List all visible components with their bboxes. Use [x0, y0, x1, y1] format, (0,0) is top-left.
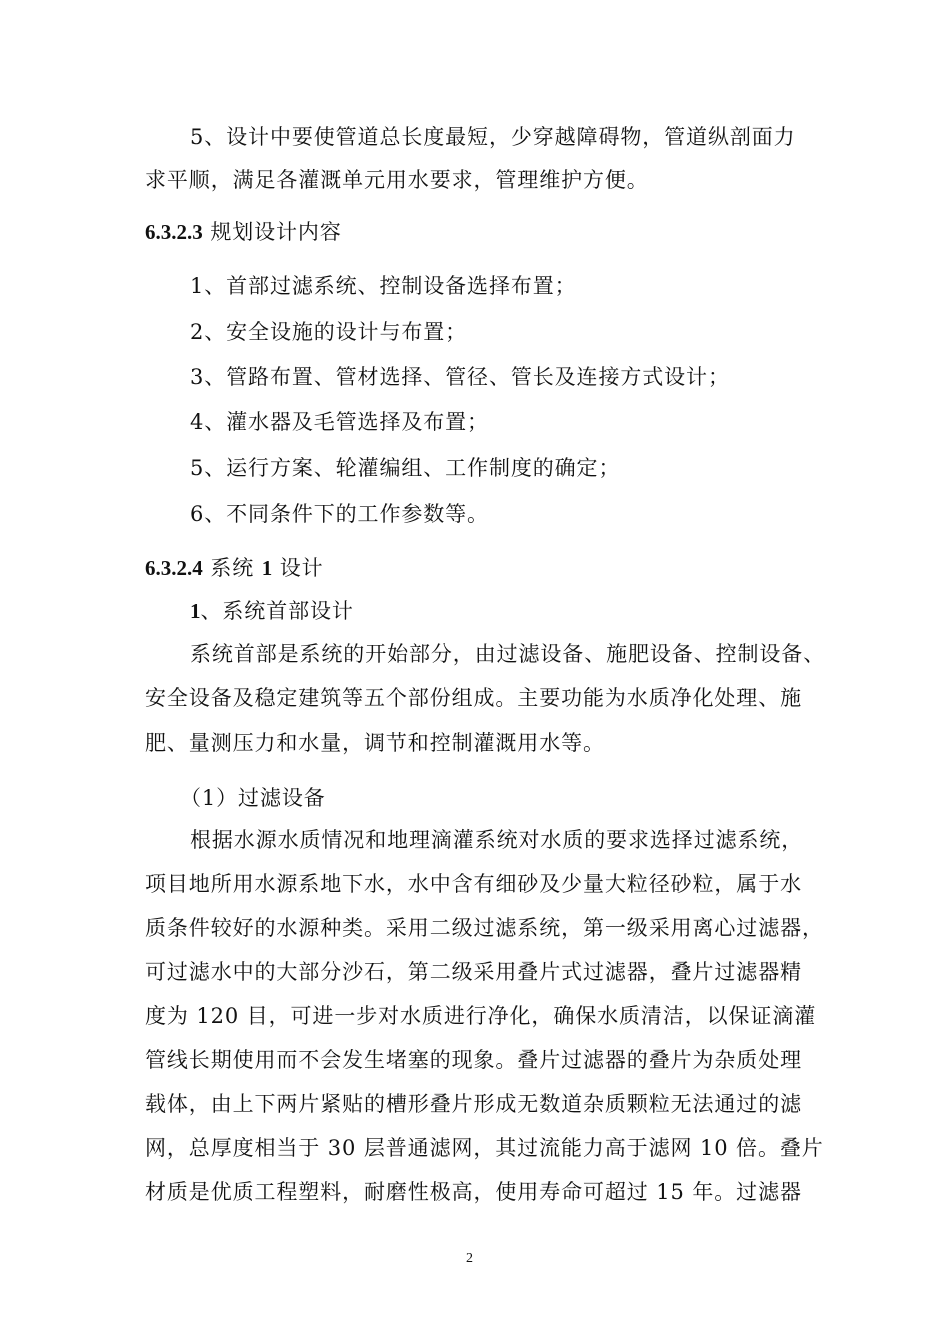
list-item: 1、首部过滤系统、控制设备选择布置；: [190, 274, 577, 298]
section-title-num: 1: [261, 556, 273, 580]
list-item: 6、不同条件下的工作参数等。: [190, 502, 489, 526]
paragraph-line: 求平顺，满足各灌溉单元用水要求，管理维护方便。: [145, 168, 649, 192]
section-heading-6323: [145, 218, 342, 246]
paragraph-line: 管线长期使用而不会发生堵塞的现象。叠片过滤器的叠片为杂质处理: [145, 1048, 802, 1072]
paragraph-line: 项目地所用水源系地下水，水中含有细砂及少量大粒径砂粒，属于水: [145, 872, 802, 896]
paragraph-line: 载体，由上下两片紧贴的槽形叠片形成无数道杂质颗粒无法通过的滤: [145, 1092, 802, 1116]
paragraph-line: 5、设计中要使管道总长度最短，少穿越障碍物，管道纵剖面力: [190, 125, 796, 149]
list-item: 5、运行方案、轮灌编组、工作制度的确定；: [190, 456, 621, 480]
list-item: 2、安全设施的设计与布置；: [190, 320, 468, 344]
paragraph-line: 安全设备及稳定建筑等五个部份组成。主要功能为水质净化处理、施: [145, 686, 802, 710]
paragraph-line: 可过滤水中的大部分沙石，第二级采用叠片式过滤器，叠片过滤器精: [145, 960, 802, 984]
paragraph-line: 材质是优质工程塑料，耐磨性极高，使用寿命可超过 15 年。过滤器: [145, 1180, 802, 1204]
paragraph-line: 度为 120 目，可进一步对水质进行净化，确保水质清洁，以保证滴灌: [145, 1004, 817, 1028]
section-number: 6.3.2.3: [145, 220, 203, 244]
subheading-filter-equipment: （1）过滤设备: [180, 786, 326, 810]
paragraph-line: 根据水源水质情况和地理滴灌系统对水质的要求选择过滤系统，: [190, 828, 804, 852]
list-item: 4、灌水器及毛管选择及布置；: [190, 410, 489, 434]
section-heading-6324: [145, 554, 324, 582]
subheading-system-head: [190, 597, 354, 625]
subheading-text: 、系统首部设计: [200, 599, 354, 623]
section-title-pre: 系统: [202, 556, 262, 580]
section-title: 规划设计内容: [202, 220, 342, 244]
page-number: 2: [466, 1251, 473, 1266]
section-number: 6.3.2.4: [145, 556, 203, 580]
paragraph-line: 系统首部是系统的开始部分，由过滤设备、施肥设备、控制设备、: [190, 642, 826, 666]
list-item: 3、管路布置、管材选择、管径、管长及连接方式设计；: [190, 365, 730, 389]
subheading-number: 1: [190, 599, 201, 623]
paragraph-line: 质条件较好的水源种类。采用二级过滤系统，第一级采用离心过滤器，: [145, 916, 824, 940]
paragraph-line: 网，总厚度相当于 30 层普通滤网，其过流能力高于滤网 10 倍。叠片: [145, 1136, 824, 1160]
paragraph-line: 肥、量测压力和水量，调节和控制灌溉用水等。: [145, 731, 605, 755]
section-title-post: 设计: [272, 556, 324, 580]
